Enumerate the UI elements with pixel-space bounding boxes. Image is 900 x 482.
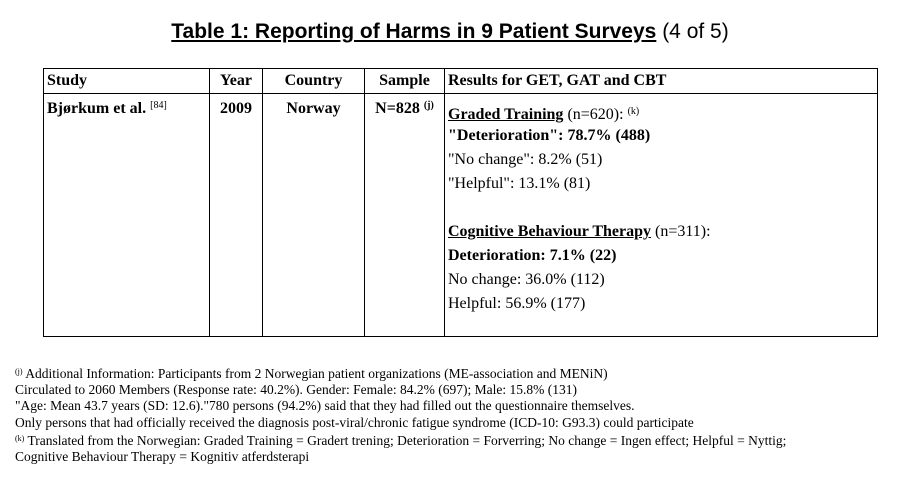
graded-training-heading-line — [448, 100, 874, 124]
graded-training-helpful: "Helpful": 13.1% (81) — [448, 175, 591, 192]
page-title — [0, 18, 900, 46]
study-reference: [84] — [150, 100, 167, 111]
cbt-n: (n=311): — [654, 223, 711, 240]
cbt-no-change: No change: 36.0% (112) — [448, 271, 605, 288]
footnote-j-line3: "Age: Mean 43.7 years (SD: 12.6)."780 persons (94.2%) said that they had filled out the questionnaire themselves. — [15, 398, 635, 414]
cell-study — [44, 94, 210, 337]
cbt-heading-line — [448, 220, 874, 244]
sample-footnote-marker: (j) — [423, 100, 434, 111]
footnote-k-line2: Cognitive Behaviour Therapy = Kognitiv atferdsterapi — [15, 449, 310, 465]
footnote-j-line2: Circulated to 2060 Members (Response rate: 40.2%). Gender: Female: 84.2% (697); Male: 15.8% (131) — [15, 382, 577, 398]
graded-training-heading: Graded Training — [448, 106, 564, 123]
graded-training-footnote-marker: (k) — [627, 106, 640, 117]
graded-training-no-change: "No change": 8.2% (51) — [448, 151, 603, 168]
header-sample: Sample — [365, 69, 445, 94]
footnote-j-line4: Only persons that had officially received the diagnosis post-viral/chronic fatigue syndrome (ICD-10: G93.3) could participate — [15, 414, 694, 430]
footnote-k-line1 — [15, 431, 885, 449]
results-spacer — [448, 196, 874, 220]
footnote-j-text1: Additional Information: Participants from 2 Norwegian patient organizations (ME-association and MENiN) — [25, 366, 608, 381]
harms-table — [43, 68, 878, 337]
table-header-row — [44, 69, 878, 94]
footnote-k-marker: (k) — [15, 433, 25, 443]
footnote-j-line1 — [15, 364, 885, 382]
cell-year: 2009 — [210, 94, 263, 337]
footnotes — [15, 364, 885, 465]
cell-country: Norway — [263, 94, 365, 337]
title-suffix: (4 of 5) — [662, 20, 729, 43]
graded-training-deterioration: "Deterioration": 78.7% (488) — [448, 127, 651, 144]
cell-sample — [365, 94, 445, 337]
header-results: Results for GET, GAT and CBT — [445, 69, 878, 94]
cbt-heading: Cognitive Behaviour Therapy — [448, 223, 651, 240]
cbt-helpful: Helpful: 56.9% (177) — [448, 295, 586, 312]
title-main: Table 1: Reporting of Harms in 9 Patient Surveys — [171, 20, 657, 43]
cell-results — [445, 94, 878, 337]
sample-size: N=828 — [375, 100, 420, 117]
table-row — [44, 94, 878, 337]
cbt-deterioration: Deterioration: 7.1% (22) — [448, 247, 617, 264]
header-country: Country — [263, 69, 365, 94]
header-study: Study — [44, 69, 210, 94]
footnote-j-marker: (j) — [15, 367, 23, 376]
header-year: Year — [210, 69, 263, 94]
study-name: Bjørkum et al. — [47, 100, 147, 117]
footnote-k-text1: Translated from the Norwegian: Graded Training = Gradert trening; Deterioration = Forverring; No change = Ingen effect; Helpful = Nyttig; — [27, 432, 787, 448]
graded-training-n: (n=620): — [567, 106, 624, 123]
